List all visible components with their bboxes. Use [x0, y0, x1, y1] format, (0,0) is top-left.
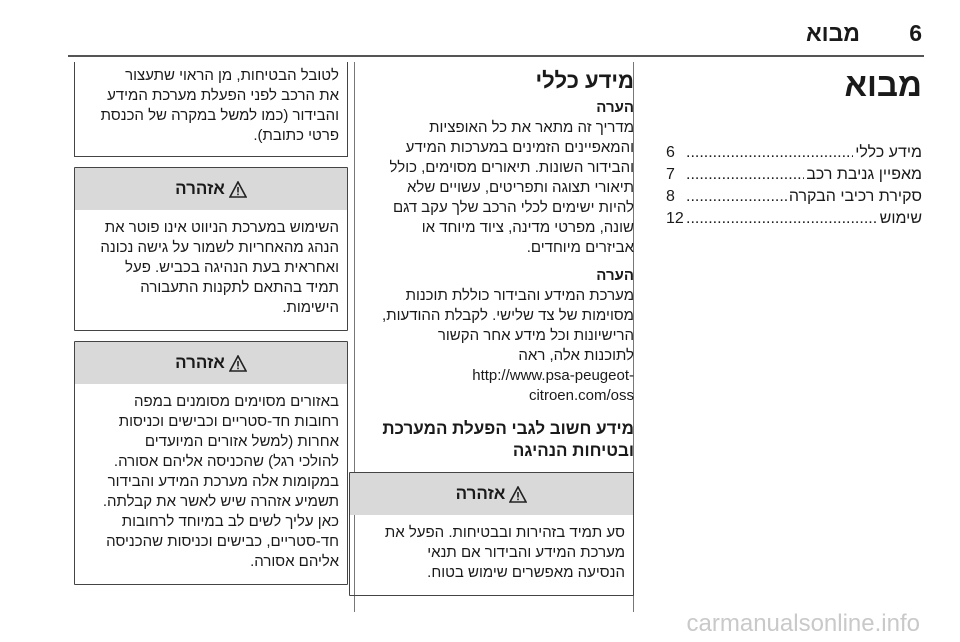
text-line: מערכת המידע והבידור אם תנאי — [427, 544, 625, 561]
text-line: סע תמיד בזהירות ובבטיחות. הפעל את — [384, 524, 625, 541]
warning-triangle-icon — [229, 355, 247, 372]
toc-entry[interactable] — [664, 164, 922, 186]
text-line: תמיד בהתאם לתקנות התעבורה — [140, 279, 339, 296]
text-line: תשמיע אזהרה שיש לאשר את קבלתה. — [102, 493, 339, 510]
toc-entry-label: מידע כללי — [855, 144, 922, 161]
oss-link-part: citroen.com/oss — [528, 387, 634, 404]
warning-header — [350, 473, 633, 515]
warning-body — [350, 515, 633, 595]
warning-triangle-icon — [229, 181, 247, 198]
note-heading: הערה — [596, 99, 634, 116]
text-line: רחובות חד-סטריים וכבישים וכניסות — [118, 413, 339, 430]
toc-entry-label: מאפיין גניבת רכב — [806, 166, 922, 183]
text-line: ואחראית בעת הנהיגה בכביש. פעל — [125, 259, 339, 276]
continued-warning-text — [74, 62, 348, 157]
running-header-title: מבוא — [805, 20, 860, 46]
header-rule — [68, 55, 924, 57]
text-line: במקומות אלה מערכת המידע והבידור — [107, 473, 339, 490]
text-line: השימוש במערכת הניווט אינו פוטר את — [104, 219, 339, 236]
watermark: carmanualsonline.info — [686, 610, 920, 637]
text-line: מדריך זה מתאר את כל האופציות — [429, 119, 634, 136]
toc-column — [664, 62, 922, 230]
toc-leader-dots — [686, 208, 878, 230]
page-number: 6 — [909, 20, 922, 46]
toc-entry[interactable] — [664, 186, 922, 208]
warning-heading: אזהרה — [175, 353, 225, 372]
toc-list — [664, 142, 922, 230]
text-line: הישימות. — [282, 299, 339, 316]
text-line: הרישיונות וכל מידע אחר הקשור — [437, 327, 634, 344]
note-body — [349, 118, 634, 258]
warning-body — [75, 384, 347, 584]
text-line: אחרות (למשל אזורים המיועדים — [144, 433, 339, 450]
section-title: מידע כללי — [535, 68, 634, 93]
text-line: להולכי רגל) שהכניסה אליהם אסורה. — [113, 453, 339, 470]
text-line: והבידור השונות. תיאורים מסוימים, כולל — [389, 159, 634, 176]
chapter-title: מבוא — [844, 66, 922, 103]
text-line: באזורים מסוימים מסומנים במפה — [133, 393, 339, 410]
warning-box — [74, 167, 348, 331]
toc-leader-dots — [686, 164, 804, 186]
warning-header — [75, 342, 347, 384]
text-line: אליהם אסורה. — [250, 553, 339, 570]
note-body — [349, 286, 634, 406]
toc-leader-dots — [686, 142, 853, 164]
toc-entry-page: 6 — [666, 144, 675, 161]
general-info-column — [349, 62, 634, 596]
toc-entry-page: 12 — [666, 210, 684, 227]
text-line: אביזרים מיוחדים. — [526, 239, 634, 256]
text-line: תיאורי תצוגה ותפריטים, עשויים שלא — [406, 179, 634, 196]
text-line: כאן עליך לשים לב במיוחד לרחובות — [121, 513, 339, 530]
toc-leader-dots — [686, 186, 787, 208]
warnings-column — [74, 62, 348, 585]
warning-header — [75, 168, 347, 210]
text-line: להיות ישימים לכלי הרכב שלך עקב דגם — [392, 199, 634, 216]
text-line: מסוימות של צד שלישי. לקבלת ההודעות, — [382, 307, 634, 324]
text-line: מערכת המידע והבידור כוללת תוכנות — [405, 287, 634, 304]
oss-link[interactable] — [349, 366, 634, 406]
subsection-line: מידע חשוב לגבי הפעלת המערכת — [382, 419, 634, 438]
oss-link-part: http://www.psa-peugeot- — [472, 367, 634, 384]
warning-box — [349, 472, 634, 596]
toc-entry-page: 8 — [666, 188, 675, 205]
subsection-title — [349, 418, 634, 462]
text-line: והמאפיינים הזמינים במערכות המידע — [405, 139, 634, 156]
toc-entry[interactable] — [664, 208, 922, 230]
note-heading: הערה — [596, 267, 634, 284]
warning-triangle-icon — [509, 486, 527, 503]
text-line: את הרכב לפני הפעלת מערכת המידע — [107, 87, 339, 104]
text-line: חד-סטריים, כבישים וכניסות שהכניסה — [106, 533, 339, 550]
subsection-line: ובטיחות הנהיגה — [512, 441, 634, 460]
text-line: פרטי כתובת). — [253, 127, 339, 144]
toc-entry-label: סקירת רכיבי הבקרה — [788, 188, 922, 205]
warning-body — [75, 210, 347, 330]
text-line: לטובל הבטיחות, מן הראוי שתעצור — [125, 67, 339, 84]
warning-heading: אזהרה — [455, 484, 506, 503]
toc-entry-page: 7 — [666, 166, 675, 183]
text-line: והבידור (כמו למשל במקרה של הכנסת — [100, 107, 339, 124]
warning-box — [74, 341, 348, 585]
text-line: הנסיעה מאפשרים שימוש בטוח. — [427, 564, 625, 581]
text-line: לתוכנות אלה, ראה — [518, 347, 634, 364]
text-line: הנהג מהאחריות לשמור על גישה נכונה — [100, 239, 339, 256]
warning-heading: אזהרה — [175, 179, 225, 198]
text-line: שונה, מפרטי מדינה, ציוד מיוחד או — [421, 219, 634, 236]
toc-entry[interactable] — [664, 142, 922, 164]
toc-entry-label: שימוש — [879, 210, 922, 227]
